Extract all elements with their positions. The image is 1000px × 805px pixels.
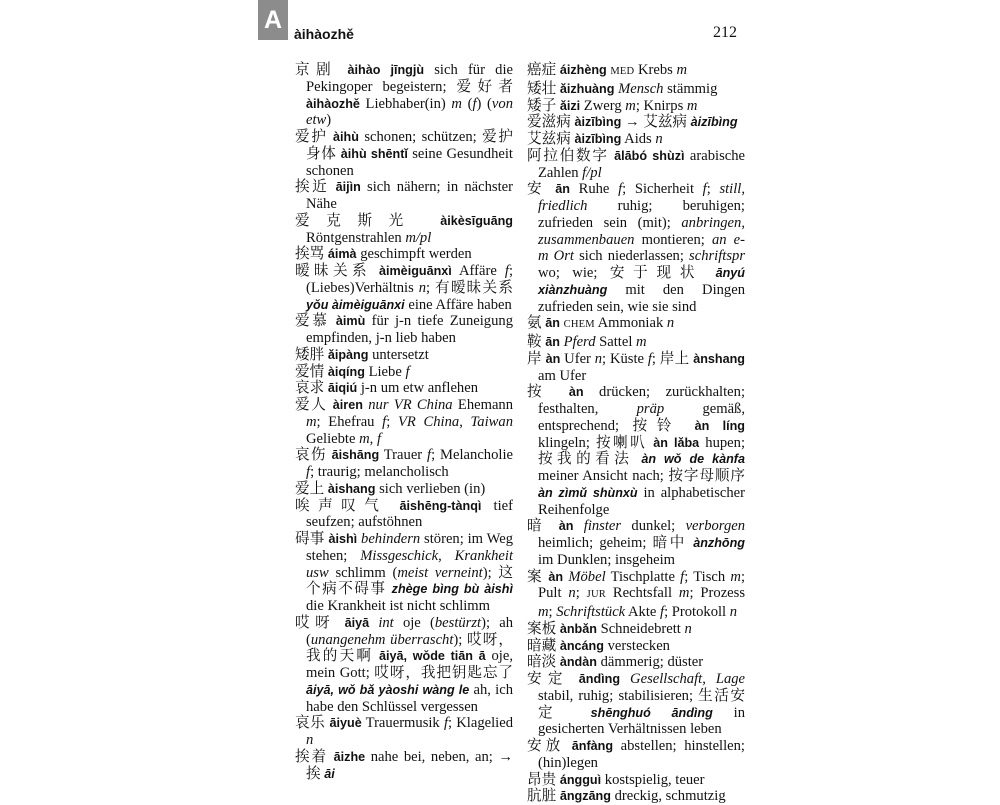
- entry-text: dunkel;: [621, 518, 686, 535]
- grammar-note: m: [686, 97, 698, 114]
- pinyin: ān: [545, 316, 560, 331]
- entry-text: nahe bei, neben, an; → 挨: [306, 748, 513, 782]
- entry-text: tief seufzen; aufstöhnen: [306, 497, 513, 531]
- entry-text: ; Prozess: [689, 585, 746, 602]
- entry-text: 案: [527, 568, 549, 585]
- grammar-note: m/pl: [405, 229, 432, 246]
- pinyin: shēnghuó āndìng: [590, 705, 713, 720]
- entry-text: 癌症: [527, 62, 560, 78]
- entry-text: ); 哎呀，我的天啊: [306, 631, 513, 665]
- entry-text: in gesicherten Verhältnissen leben: [538, 704, 745, 738]
- entry-text: ); 这个病不碍事: [306, 564, 513, 598]
- entry-text: verstecken: [603, 637, 670, 654]
- entry-text: ;: [386, 413, 398, 430]
- entry-text: ,: [741, 181, 745, 198]
- grammar-note: Krankheit usw: [306, 547, 513, 581]
- entry-text: Rechtsfall: [605, 585, 679, 602]
- entry-text: 艾兹病: [527, 131, 575, 147]
- grammar-note: VR China: [397, 413, 460, 430]
- pinyin: àiqíng: [327, 364, 365, 379]
- grammar-note: behindern: [361, 531, 421, 547]
- dictionary-entry: [527, 114, 745, 131]
- pinyin: āi: [324, 766, 335, 781]
- grammar-note: f: [427, 447, 432, 464]
- pinyin: āishēng-tànqì: [399, 498, 482, 513]
- grammar-note: m: [730, 568, 741, 585]
- right-column: [527, 62, 745, 805]
- entry-text: 岸: [527, 350, 546, 367]
- entry-text: hupen; 按我的看法: [538, 434, 746, 468]
- entry-text: für j-n tiefe Zuneigung empfinden, j-n lieb haben: [306, 313, 513, 346]
- entry-text: schlimm (: [328, 564, 398, 581]
- entry-text: ) (: [476, 95, 492, 112]
- dictionary-entry: [527, 62, 745, 81]
- pinyin: àn lǎba: [653, 435, 700, 450]
- entry-text: stören; im Weg stehen;: [306, 531, 513, 564]
- dictionary-entry: [527, 671, 745, 738]
- entry-text: Aids: [621, 131, 656, 147]
- entry-text: [620, 671, 630, 687]
- pinyin: àishang: [327, 481, 376, 496]
- entry-text: 氨: [527, 315, 546, 332]
- entry-text: dämmerig; düster: [596, 654, 704, 671]
- grammar-note: f: [443, 715, 448, 732]
- dictionary-entry: [295, 179, 513, 213]
- pinyin: àishì: [328, 532, 358, 546]
- grammar-note: Missgeschick: [360, 547, 439, 564]
- entry-text: ; Sicherheit: [622, 181, 703, 198]
- entry-text: ,: [369, 430, 377, 447]
- pinyin: àihù: [333, 130, 359, 144]
- pinyin: āiyā: [344, 615, 370, 630]
- entry-text: 挨近: [295, 179, 336, 196]
- entry-text: 哀求: [295, 380, 328, 397]
- pinyin: ān: [545, 335, 560, 349]
- pinyin: ānfàng: [571, 739, 614, 753]
- entry-text: am Ufer: [538, 367, 587, 384]
- grammar-note: m: [306, 413, 317, 430]
- entry-text: ; Klagelied: [448, 715, 513, 732]
- entry-text: 爱人: [295, 397, 333, 413]
- entry-text: 暗淡: [527, 654, 560, 671]
- grammar-note: f: [702, 181, 707, 198]
- entry-text: ruhig; beruhigen; zufrieden sein (mit);: [538, 198, 745, 231]
- grammar-note: n: [306, 732, 314, 748]
- entry-text: 哀乐: [295, 715, 330, 732]
- entry-text: Schneidebrett: [596, 620, 685, 637]
- entry-text: j-n um etw anflehen: [357, 380, 478, 397]
- pinyin: ànzhōng: [693, 536, 745, 550]
- entry-text: ah, ich habe den Schlüssel vergessen: [306, 681, 513, 715]
- running-head: àihàozhě: [294, 26, 354, 42]
- pinyin: āndìng: [578, 672, 621, 686]
- pinyin: àndàn: [559, 655, 597, 670]
- entry-text: Röntgenstrahlen: [306, 229, 406, 246]
- entry-text: ; Küste: [602, 350, 648, 367]
- grammar-note: f: [306, 464, 311, 480]
- entry-text: ; Melancholie: [431, 447, 513, 464]
- pinyin: àn wǒ de kànfa: [641, 452, 746, 467]
- entry-text: Sattel: [595, 334, 637, 350]
- dictionary-entry: [295, 263, 513, 313]
- entry-text: Trauermusik: [361, 715, 444, 732]
- entry-text: Liebe: [364, 363, 406, 380]
- grammar-note: n: [418, 279, 426, 296]
- pinyin: āiyuè: [329, 716, 362, 731]
- entry-text: stämmig: [663, 80, 718, 97]
- grammar-note: Gesellschaft: [630, 671, 703, 687]
- dictionary-entry: [527, 315, 745, 334]
- dictionary-entry: [295, 498, 513, 532]
- entry-text: ,: [459, 413, 471, 430]
- entry-text: mit den Dingen zufrieden sein, wie sie sind: [538, 281, 745, 315]
- pinyin: àn zìmǔ shùnxù: [538, 485, 638, 500]
- grammar-note: zusammenbauen: [538, 231, 635, 248]
- entry-text: 昂贵: [527, 771, 560, 788]
- pinyin: àizībìng: [574, 132, 622, 146]
- grammar-note: Möbel: [568, 568, 606, 585]
- entry-text: kostspielig, teuer: [601, 771, 705, 788]
- entry-text: 暗藏: [527, 637, 560, 654]
- dictionary-entry: [295, 347, 513, 364]
- dictionary-entry: [527, 98, 745, 115]
- entry-text: dreckig, schmutzig: [610, 788, 726, 805]
- entry-text: Liebhaber(in): [359, 95, 452, 112]
- pinyin: āiyā, wǒ bǎ yàoshi wàng le: [306, 682, 470, 697]
- grammar-note: an e-m Ort: [538, 231, 745, 265]
- entry-text: 哀伤: [295, 447, 332, 464]
- dictionary-entry: [527, 738, 745, 772]
- grammar-note: f: [376, 430, 381, 447]
- pinyin: yǒu àimèiguānxi: [306, 297, 405, 312]
- pinyin: áimà: [327, 247, 357, 262]
- pinyin: ángguì: [559, 772, 602, 787]
- entry-text: ; 有暧昧关系: [426, 279, 513, 296]
- dictionary-entry: [527, 148, 745, 182]
- entry-text: schonen; schützen; 爱护身体: [306, 129, 513, 162]
- pinyin: āijìn: [335, 180, 361, 195]
- entry-text: stabil, ruhig; stabilisieren; 生活安定: [538, 687, 745, 721]
- entry-text: 爱慕: [295, 313, 336, 330]
- entry-text: ;: [548, 604, 557, 620]
- pinyin: zhège bìng bù àishì: [391, 582, 513, 597]
- entry-text: Tischplatte: [605, 568, 681, 585]
- grammar-note: m: [636, 334, 647, 350]
- entry-text: ; (Liebes)Verhältnis: [306, 263, 513, 296]
- grammar-note: n: [666, 315, 675, 332]
- entry-text: eine Affäre haben: [404, 296, 512, 313]
- entry-text: ;: [575, 585, 587, 602]
- grammar-note: f: [618, 181, 623, 198]
- grammar-note: nur VR China: [368, 397, 453, 413]
- grammar-note: n: [655, 131, 663, 147]
- entry-text: im Dunklen; insgeheim: [538, 551, 676, 568]
- dictionary-entry: [527, 772, 745, 789]
- grammar-note: Taiwan: [470, 413, 513, 430]
- grammar-note: m: [359, 430, 370, 447]
- grammar-note: Lage: [715, 671, 746, 687]
- pinyin: ànbǎn: [559, 621, 597, 636]
- entry-text: 京剧: [295, 62, 348, 78]
- dictionary-entry: [295, 481, 513, 498]
- dictionary-entry: [295, 615, 513, 716]
- entry-text: oje, mein Gott; 哎呀，我把钥匙忘了: [306, 648, 513, 681]
- entry-text: sich nähern; in nächster Nähe: [306, 179, 513, 212]
- pinyin: àn: [545, 351, 561, 366]
- grammar-note: verborgen: [685, 518, 746, 535]
- entry-text: 爱上: [295, 480, 328, 497]
- dictionary-entry: [295, 246, 513, 263]
- entry-text: 矮壮: [527, 80, 560, 97]
- entry-text: ; traurig; melancholisch: [310, 464, 449, 480]
- entry-text: 案板: [527, 620, 560, 637]
- entry-text: Trauer: [379, 447, 428, 464]
- pinyin: àihàozhě: [306, 96, 360, 111]
- subject-label: CHEM: [563, 319, 595, 331]
- entry-text: 鞍: [527, 334, 546, 350]
- grammar-note: f/pl: [582, 164, 602, 181]
- entry-text: untersetzt: [368, 346, 429, 363]
- entry-text: Krebs: [634, 62, 677, 78]
- grammar-note: n: [594, 350, 603, 367]
- entry-text: Ufer: [560, 350, 595, 367]
- entry-text: 安放: [527, 738, 572, 754]
- pinyin: ànshang: [693, 351, 745, 366]
- entry-text: 肮脏: [527, 788, 560, 805]
- grammar-note: m: [538, 604, 549, 620]
- entry-text: ; Protokoll: [664, 604, 730, 620]
- entry-text: abstellen; hinstellen; (hin)legen: [538, 738, 745, 771]
- entry-text: 碍事: [295, 531, 329, 547]
- grammar-note: still: [719, 181, 742, 198]
- pinyin: āiyā, wǒde tiān ā: [379, 649, 486, 664]
- grammar-note: n: [729, 604, 738, 620]
- grammar-note: präp: [636, 401, 665, 417]
- dictionary-entry: [527, 638, 745, 655]
- entry-text: sich verlieben (in): [375, 480, 486, 497]
- entry-text: 按: [527, 384, 569, 401]
- entry-text: 挨骂: [295, 246, 328, 263]
- entry-text: 安: [527, 181, 556, 198]
- entry-text: meiner Ansicht nach; 按字母顺序: [538, 468, 745, 484]
- dictionary-entry: [295, 380, 513, 397]
- entry-text: ; Ehefrau: [316, 413, 383, 430]
- pinyin: ālābó shùzì: [614, 148, 685, 163]
- entry-text: ; Tisch: [684, 568, 731, 585]
- entry-text: klingeln; 按喇叭: [538, 434, 654, 451]
- entry-text: ; 岸上: [651, 350, 694, 367]
- entry-text: 暗: [527, 518, 559, 535]
- grammar-note: von etw: [306, 95, 513, 129]
- entry-text: 爱护: [295, 129, 334, 145]
- pinyin: àn: [558, 519, 574, 534]
- pinyin: āngzāng: [559, 789, 611, 804]
- pinyin: àimù: [335, 314, 366, 329]
- dictionary-entry: [527, 384, 745, 518]
- subject-label: MED: [610, 66, 635, 77]
- entry-text: arabische Zahlen: [538, 147, 746, 181]
- entry-text: 爱克斯光: [295, 212, 441, 229]
- entry-text: Ehemann: [452, 397, 514, 413]
- left-column: [295, 62, 513, 782]
- grammar-note: Mensch: [618, 80, 664, 97]
- pinyin: àncáng: [559, 638, 604, 653]
- dictionary-entry: [295, 313, 513, 347]
- grammar-note: f: [504, 263, 509, 279]
- pinyin: āiqiú: [327, 381, 358, 396]
- entry-text: [369, 615, 378, 631]
- entry-text: ,: [741, 214, 745, 231]
- entry-text: 爱情: [295, 363, 328, 380]
- entry-text: Ammoniak: [594, 315, 667, 332]
- dictionary-entry: [295, 749, 513, 783]
- entry-text: ): [326, 112, 332, 129]
- grammar-note: m: [676, 62, 688, 78]
- dictionary-entry: [527, 654, 745, 671]
- entry-text: 阿拉伯数字: [527, 147, 615, 164]
- entry-text: 安定: [527, 671, 579, 687]
- entry-text: ); ah (: [306, 614, 513, 648]
- grammar-note: f: [405, 363, 410, 380]
- grammar-note: Schriftstück: [556, 604, 626, 620]
- grammar-note: n: [568, 585, 576, 602]
- dictionary-entry: [295, 447, 513, 481]
- entry-text: ; Pult: [538, 568, 746, 602]
- pinyin: ǎizhuàng: [559, 81, 615, 96]
- entry-text: Affäre: [451, 263, 505, 279]
- dictionary-entry: [527, 788, 745, 805]
- entry-text: sich für die Pekingoper begeistern; 爱好者: [306, 62, 513, 95]
- dictionary-entry: [527, 181, 745, 315]
- entry-text: 爱滋病: [527, 114, 575, 131]
- grammar-note: f: [472, 95, 477, 112]
- dictionary-entry: [295, 715, 513, 749]
- grammar-note: schriftspr: [689, 248, 745, 265]
- dictionary-entry: [527, 131, 745, 148]
- entry-text: → 艾兹病: [621, 114, 691, 131]
- dictionary-entry: [527, 569, 745, 621]
- grammar-note: f: [680, 568, 685, 585]
- dictionary-entry: [295, 62, 513, 129]
- entry-text: sich niederlassen;: [573, 248, 690, 265]
- entry-text: Geliebte: [306, 430, 360, 447]
- pinyin: àimèiguānxì: [378, 264, 452, 278]
- pinyin: ǎizi: [559, 98, 581, 113]
- entry-text: (: [461, 95, 473, 112]
- entry-text: ; Knirps: [635, 97, 687, 114]
- pinyin: àihù shēntǐ: [340, 146, 408, 161]
- dictionary-entry: [295, 397, 513, 447]
- dictionary-entry: [527, 334, 745, 351]
- entry-text: gemäß, entsprechend; 按铃: [538, 401, 745, 434]
- entry-text: 矮子: [527, 97, 560, 114]
- dictionary-entry: [295, 531, 513, 615]
- grammar-note: unangenehm überrascht: [310, 631, 454, 648]
- pinyin: àn: [568, 385, 584, 400]
- grammar-note: m: [678, 585, 690, 602]
- entry-text: in alphabetischer Reihenfolge: [538, 484, 745, 518]
- grammar-note: m: [451, 95, 462, 112]
- dictionary-entry: [527, 621, 745, 638]
- grammar-note: finster: [583, 518, 622, 535]
- grammar-note: meist verneint: [397, 564, 483, 581]
- grammar-note: friedlich: [538, 198, 588, 214]
- dictionary-entry: [295, 213, 513, 247]
- entry-text: 唉声叹气: [295, 497, 400, 514]
- entry-text: 矮胖: [295, 346, 328, 363]
- pinyin: àikèsīguāng: [440, 213, 513, 228]
- grammar-note: Pferd: [563, 334, 596, 350]
- grammar-note: f: [660, 604, 665, 620]
- entry-text: Zwerg: [580, 97, 626, 114]
- dictionary-entry: [295, 129, 513, 179]
- dictionary-entry: [527, 351, 745, 385]
- grammar-note: bestürzt: [434, 614, 482, 631]
- grammar-note: int: [378, 614, 394, 631]
- page-number: 212: [713, 24, 737, 41]
- pinyin: ǎipàng: [327, 347, 369, 362]
- entry-text: oje (: [393, 614, 435, 631]
- pinyin: àizībìng: [574, 115, 622, 130]
- entry-text: drücken; zurückhalten; festhalten,: [538, 384, 745, 417]
- entry-text: 暧昧关系: [295, 263, 379, 279]
- pinyin: àn líng: [694, 418, 745, 433]
- entry-text: Ruhe: [569, 181, 619, 198]
- dictionary-entry: [527, 81, 745, 98]
- dictionary-entry: [295, 364, 513, 381]
- grammar-note: anbringen: [681, 214, 742, 231]
- entry-text: montieren;: [634, 231, 712, 248]
- dictionary-entry: [527, 518, 745, 568]
- entry-text: ,: [438, 547, 455, 564]
- pinyin: āizhe: [333, 749, 366, 764]
- grammar-note: f: [382, 413, 387, 430]
- entry-text: 哎呀: [295, 614, 345, 631]
- grammar-note: n: [684, 620, 692, 637]
- pinyin: àihào jīngjù: [347, 63, 425, 77]
- entry-text: die Krankheit ist nicht schlimm: [306, 598, 491, 614]
- entry-text: ;: [706, 181, 720, 198]
- grammar-note: m: [625, 97, 636, 114]
- entry-text: geschimpft werden: [356, 246, 472, 263]
- entry-text: heimlich; geheim; 暗中: [538, 535, 694, 551]
- entry-text: 挨着: [295, 748, 334, 765]
- pinyin: àizībìng: [690, 115, 738, 130]
- pinyin: àiren: [332, 398, 363, 412]
- entry-text: seine Gesundheit schonen: [306, 145, 513, 179]
- subject-label: JUR: [586, 589, 606, 601]
- section-letter-tab: A: [258, 0, 288, 40]
- entry-text: [573, 518, 583, 534]
- entry-text: Akte: [625, 604, 661, 620]
- entry-text: ,: [702, 671, 716, 687]
- pinyin: ānyú xiànzhuàng: [538, 266, 745, 297]
- entry-text: wo; wie; 安于现状: [538, 265, 716, 281]
- pinyin: áizhèng: [559, 63, 607, 77]
- pinyin: àn: [548, 569, 564, 584]
- grammar-note: f: [647, 350, 652, 367]
- pinyin: āishāng: [331, 448, 380, 463]
- pinyin: ān: [555, 182, 570, 197]
